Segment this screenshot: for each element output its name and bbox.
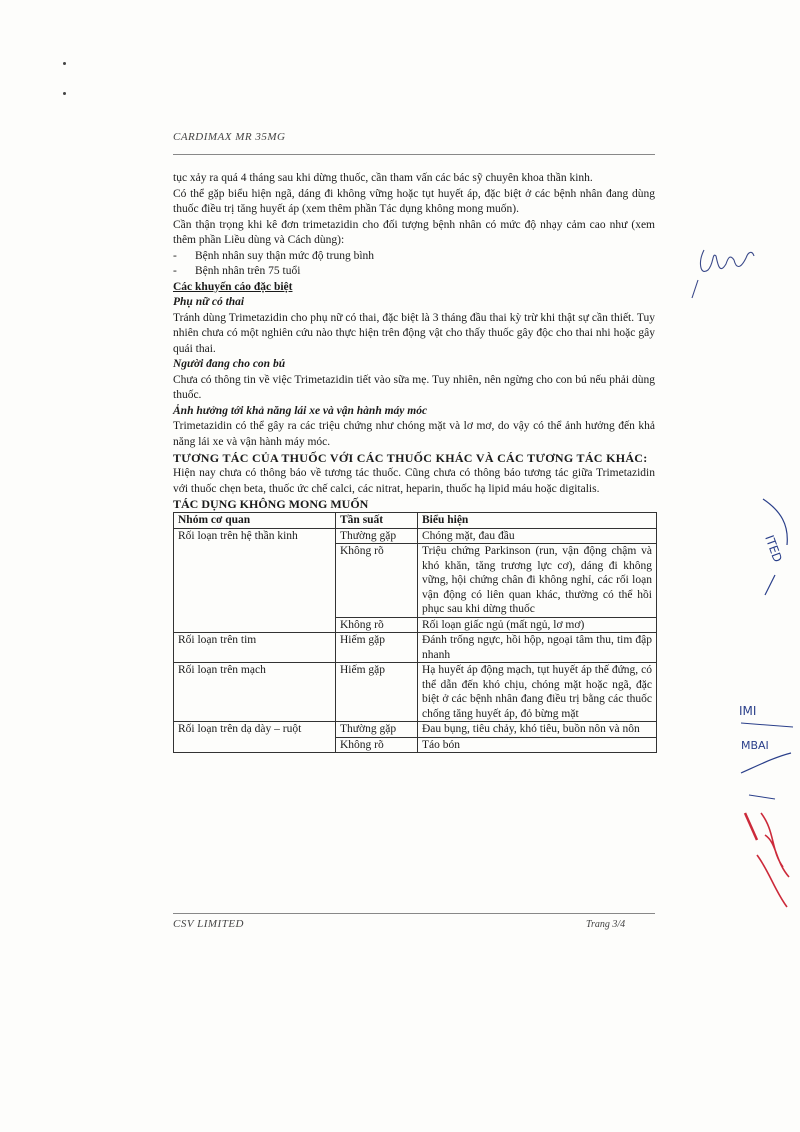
interactions-text: Hiện nay chưa có thông báo về tương tác thuốc. Cũng chưa có thông báo tương tác giữa Trimetazidin với thuốc chẹn beta, thuốc ức chế calci, các nitrat, heparin, thuốc hạ lipid máu hoặc digitalis. [173,467,655,495]
frequency-cell: Thường gặp [336,722,418,738]
subsection-text: Trimetazidin có thể gây ra các triệu chứng như chóng mặt và lơ mơ, do vậy có thể ảnh hưởng đến khả năng lái xe và vận hành máy móc. [173,420,655,448]
intro-paragraph: Có thể gặp biểu hiện ngã, dáng đi không vững hoặc tụt huyết áp, đặc biệt ở các bệnh nhân đang dùng thuốc điều trị tăng huyết áp (xem thêm phần Tác dụng không mong muốn). [173,187,655,215]
signature-mark [690,240,760,305]
bullet-item [173,249,655,265]
table-row [174,722,657,738]
effect-cell: Đau bụng, tiêu chảy, khó tiêu, buồn nôn và nôn [418,722,657,738]
frequency-cell: Hiếm gặp [336,633,418,663]
frequency-cell: Thường gặp [336,528,418,544]
subsection-title: Phụ nữ có thai [173,296,245,308]
scan-dot [63,92,66,95]
effect-cell: Táo bón [418,737,657,753]
page-header-title: CARDIMAX MR 35MG [173,131,286,143]
organ-cell: Rối loạn trên mạch [174,663,336,722]
subsection-title: Ảnh hưởng tới khả năng lái xe và vận hành máy móc [173,404,428,417]
interactions-title: TƯƠNG TÁC CỦA THUỐC VỚI CÁC THUỐC KHÁC VÀ CÁC TƯƠNG TÁC KHÁC: [173,451,648,465]
intro-paragraph: tục xảy ra quá 4 tháng sau khi dừng thuốc, cần tham vấn các bác sỹ chuyên khoa thần kinh. [173,172,593,184]
column-header: Nhóm cơ quan [174,513,336,529]
table-row [174,633,657,663]
stamp-text: ITED [762,533,785,565]
bullet-dash: - [173,249,177,262]
intro-paragraph: Cần thận trọng khi kê đơn trimetazidin cho đối tượng bệnh nhân có mức độ nhạy cảm cao như (xem thêm phần Liều dùng và Cách dùng): [173,218,655,246]
table-header-row [174,513,657,529]
header-rule [173,154,655,155]
effect-cell: Chóng mặt, đau đầu [418,528,657,544]
special-warnings-heading: Các khuyến cáo đặc biệt [173,280,293,293]
column-header: Biểu hiện [418,513,657,529]
page-content [173,171,655,753]
table-row [174,528,657,544]
company-stamp [735,495,797,935]
table-row [174,663,657,722]
effect-cell: Triệu chứng Parkinson (run, vận động chậm và khó khăn, tăng trương lực cơ), dáng đi không vững, hội chứng chân đi không nghỉ, các rối loạn vận động có liên quan khác, thường có thể hồi phục sau khi dừng thuốc [418,544,657,618]
bullet-dash: - [173,265,177,277]
subsection-text: Tránh dùng Trimetazidin cho phụ nữ có thai, đặc biệt là 3 tháng đầu thai kỳ trừ khi thật sự cần thiết. Tuy nhiên chưa có một nghiên cứu nào thực hiện trên động vật cho thấy thuốc gây độc cho thai nhi hoặc gây quái thai. [173,311,655,355]
frequency-cell: Không rõ [336,544,418,618]
scan-dot [63,62,66,65]
stamp-text: MBAI [741,739,769,752]
effect-cell: Đánh trống ngực, hồi hộp, ngoại tâm thu, tim đập nhanh [418,633,657,663]
adverse-effects-table [173,512,657,753]
frequency-cell: Hiếm gặp [336,663,418,722]
bullet-item [173,264,655,280]
organ-cell: Rối loạn trên dạ dày – ruột [174,722,336,753]
frequency-cell: Không rõ [336,617,418,633]
column-header: Tần suất [336,513,418,529]
frequency-cell: Không rõ [336,737,418,753]
organ-cell: Rối loạn trên tim [174,633,336,663]
bullet-text: Bệnh nhân trên 75 tuổi [195,265,301,277]
stamp-text: IMI [739,704,757,718]
adverse-effects-title: TÁC DỤNG KHÔNG MONG MUỐN [173,497,369,511]
footer-page-number: Trang 3/4 [586,919,626,930]
effect-cell: Rối loạn giấc ngủ (mất ngủ, lơ mơ) [418,617,657,633]
effect-cell: Hạ huyết áp động mạch, tụt huyết áp thế đứng, có thể dẫn đến khó chịu, chóng mặt hoặc ngã, đặc biệt ở các bệnh nhân đang điều trị bằng các thuốc chống tăng huyết áp, đỏ bừng mặt [418,663,657,722]
subsection-title: Người đang cho con bú [173,358,286,370]
organ-cell: Rối loạn trên hệ thần kinh [174,528,336,633]
bullet-text: Bệnh nhân suy thận mức độ trung bình [195,249,375,262]
subsection-text: Chưa có thông tin về việc Trimetazidin tiết vào sữa mẹ. Tuy nhiên, nên ngừng cho con bú nếu phải dùng thuốc. [173,373,655,401]
footer-rule [173,913,655,914]
footer-company: CSV LIMITED [173,918,244,930]
